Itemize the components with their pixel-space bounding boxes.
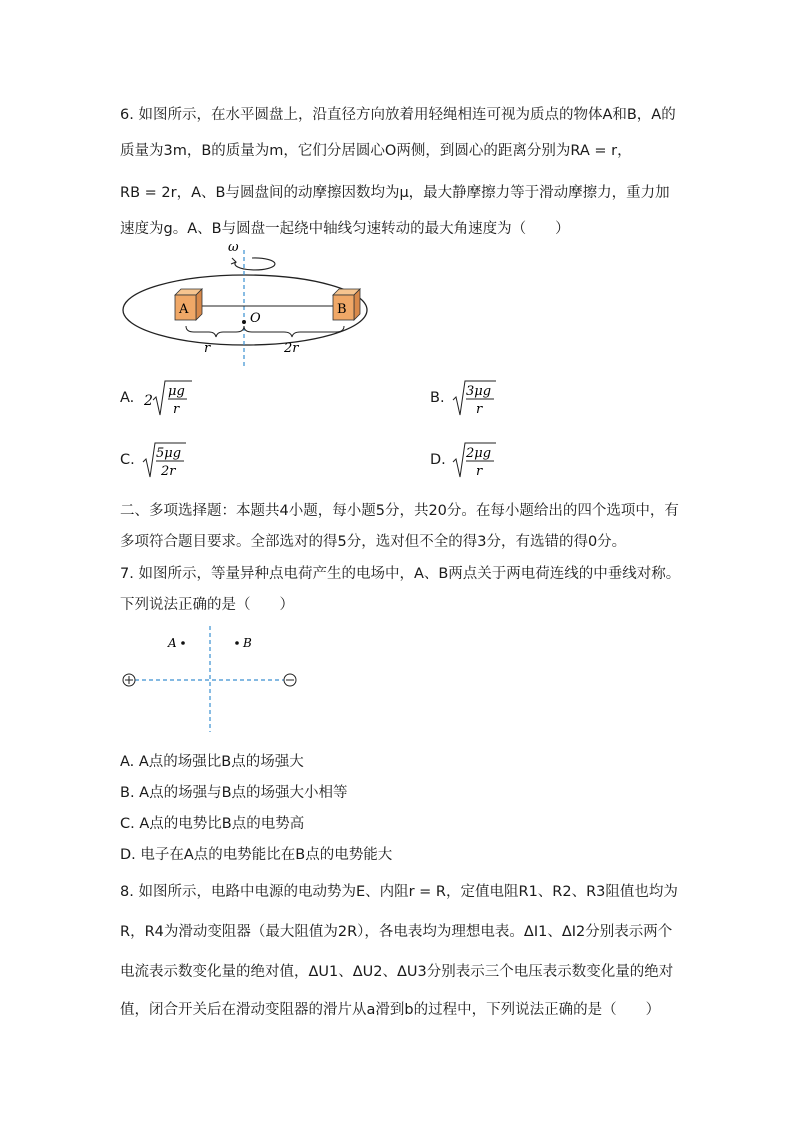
q8-line-1: 8. 如图所示，电路中电源的电动势为E、内阻r = R，定值电阻R1、R2、R3阻值也均为 <box>120 884 678 900</box>
disc-ellipse <box>123 275 367 345</box>
q7-field-figure <box>118 622 303 734</box>
q6-option-b-label: B. <box>430 390 445 406</box>
center-label: O <box>250 311 261 326</box>
positive-charge-icon <box>123 674 135 686</box>
q6-line-4: 速度为g。A、B与圆盘一起绕中轴线匀速转动的最大角速度为（ ） <box>120 221 570 237</box>
q8-line-2: R，R4为滑动变阻器（最大阻值为2R），各电表均为理想电表。ΔI1、ΔI2分别表示两个 <box>120 924 673 940</box>
q6-line-3: RB = 2r，A、B与圆盘间的动摩擦因数均为μ，最大静摩擦力等于滑动摩擦力，重力加 <box>120 185 670 201</box>
svg-text:2μg: 2μg <box>466 446 492 461</box>
brace-r <box>186 326 244 337</box>
q8-line-4: 值，闭合开关后在滑动变阻器的滑片从a滑到b的过程中，下列说法正确的是（ ） <box>120 1002 661 1018</box>
q7-line-2: 下列说法正确的是（ ） <box>120 597 294 613</box>
q6-option-c-formula <box>140 440 200 484</box>
q7-option-b: B. A点的场强与B点的场强大小相等 <box>120 785 348 801</box>
q6-option-a-formula <box>142 378 202 422</box>
q6-option-a-label: A. <box>120 390 135 406</box>
q6-line-2: 质量为3m，B的质量为m，它们分居圆心O两侧，到圆心的距离分别为RA = r， <box>120 143 632 159</box>
block-a <box>175 289 202 320</box>
svg-text:2: 2 <box>144 393 153 409</box>
dist-r-label: r <box>204 341 211 356</box>
q6-disc-figure <box>118 238 378 370</box>
svg-text:5μg: 5μg <box>156 446 182 461</box>
point-a-dot <box>181 641 185 645</box>
svg-text:A: A <box>179 302 189 317</box>
omega-label: ω <box>228 240 239 255</box>
svg-text:2r: 2r <box>161 464 176 479</box>
block-b <box>333 289 360 320</box>
q7-option-a: A. A点的场强比B点的场强大 <box>120 754 304 770</box>
dist-2r-label: 2r <box>284 341 299 356</box>
q7-option-c: C. A点的电势比B点的电势高 <box>120 816 305 832</box>
section2-line-1: 二、多项选择题：本题共4小题，每小题5分，共20分。在每小题给出的四个选项中，有 <box>120 503 679 519</box>
point-b-dot <box>235 641 239 645</box>
q6-line-1: 6. 如图所示，在水平圆盘上，沿直径方向放着用轻绳相连可视为质点的物体A和B，A的 <box>120 107 676 123</box>
svg-text:r: r <box>476 464 483 479</box>
point-a-label: A <box>168 636 177 650</box>
section2-line-2: 多项符合题目要求。全部选对的得5分，选对但不全的得3分，有选错的得0分。 <box>120 534 627 550</box>
rotation-arrow-icon <box>235 258 275 270</box>
svg-text:B: B <box>337 302 347 317</box>
svg-text:r: r <box>476 402 483 417</box>
q7-option-d: D. 电子在A点的电势能比在B点的电势能大 <box>120 847 393 863</box>
q6-option-b-formula <box>450 378 510 422</box>
q6-option-c-label: C. <box>120 452 135 468</box>
q8-line-3: 电流表示数变化量的绝对值，ΔU1、ΔU2、ΔU3分别表示三个电压表示数变化量的绝对 <box>120 964 674 980</box>
negative-charge-icon <box>284 674 296 686</box>
q6-option-d-formula <box>450 440 510 484</box>
svg-text:3μg: 3μg <box>466 384 492 399</box>
point-b-label: B <box>243 636 252 650</box>
svg-text:r: r <box>173 402 180 417</box>
center-point <box>242 320 246 324</box>
svg-text:μg: μg <box>168 384 185 399</box>
q6-option-d-label: D. <box>430 452 446 468</box>
q7-line-1: 7. 如图所示，等量异种点电荷产生的电场中，A、B两点关于两电荷连线的中垂线对称。 <box>120 566 681 582</box>
